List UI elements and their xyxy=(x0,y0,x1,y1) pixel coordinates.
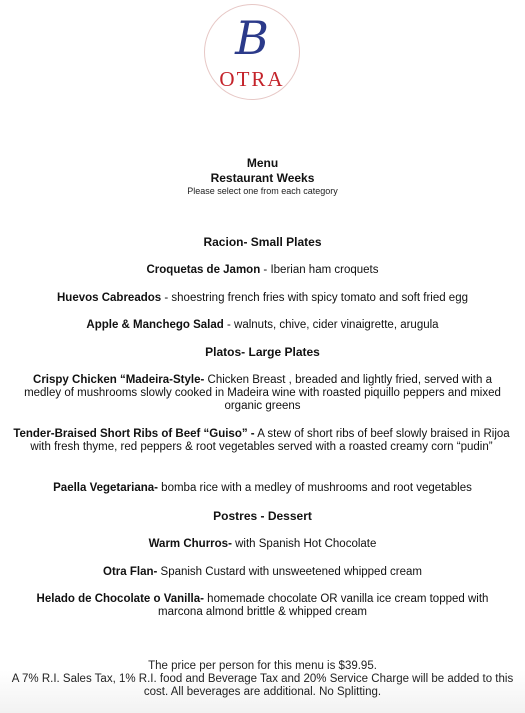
menu-item-description: A stew of short ribs of beef slowly braised in Rijoa with fresh thyme, red peppers & root vegetables served with a roasted creamy corn “pudin” xyxy=(30,428,510,453)
category-heading-dessert: Postres - Dessert xyxy=(213,509,312,523)
menu-item-name: Crispy Chicken “Madeira-Style- xyxy=(33,374,205,386)
menu-item xyxy=(10,428,513,454)
menu-item-description: with Spanish Hot Chocolate xyxy=(231,538,377,550)
menu-subtitle: Restaurant Weeks xyxy=(210,171,315,185)
menu-title: Menu xyxy=(246,156,279,170)
menu-item-name: Tender-Braised Short Ribs of Beef “Guiso” - xyxy=(13,428,255,440)
menu-item-description: Spanish Custard with unsweetened whipped cream xyxy=(157,566,422,578)
menu-item-name: Warm Churros- xyxy=(148,538,232,550)
menu-item-name: Otra Flan- xyxy=(103,566,158,578)
menu-item-name: Paella Vegetariana- xyxy=(53,482,158,494)
menu-item-description: Chicken Breast , breaded and lightly fried, served with a medley of mushrooms slowly cooked in Madeira wine with roasted piquillo peppers and mixed organic greens xyxy=(24,374,501,412)
category-heading-large-plates: Platos- Large Plates xyxy=(205,345,320,359)
menu-item xyxy=(8,292,517,305)
menu-item xyxy=(8,264,517,277)
menu-item-description: - walnuts, chive, cider vinaigrette, arugula xyxy=(223,319,439,331)
menu-item-name: Helado de Chocolate o Vanilla- xyxy=(36,593,204,605)
category-heading-small-plates: Racion- Small Plates xyxy=(203,235,322,249)
menu-item-name: Huevos Cabreados xyxy=(57,292,162,304)
menu-item xyxy=(8,319,517,332)
menu-item-description: bomba rice with a medley of mushrooms and root vegetables xyxy=(157,482,472,494)
menu-item-description: homemade chocolate OR vanilla ice cream topped with marcona almond brittle & whipped cream xyxy=(157,593,489,618)
logo-wordmark: OTRA xyxy=(219,67,285,91)
menu-item-description: - shoestring french fries with spicy tomato and soft fried egg xyxy=(161,292,468,304)
logo-initial: B xyxy=(235,11,269,65)
menu-item-name: Croquetas de Jamon xyxy=(146,264,261,276)
menu-instructions: Please select one from each category xyxy=(187,186,338,196)
menu-item-description: - Iberian ham croquets xyxy=(260,264,379,276)
menu-item xyxy=(8,482,517,495)
price-note: The price per person for this menu is $39.95. xyxy=(148,660,377,672)
restaurant-logo xyxy=(204,4,300,100)
menu-item xyxy=(8,566,517,579)
menu-item xyxy=(14,593,511,619)
menu-item-name: Apple & Manchego Salad xyxy=(86,319,224,331)
tax-note: A 7% R.I. Sales Tax, 1% R.I. food and Beverage Tax and 20% Service Charge will be added to this cost. All beverages are additional. No Splitting. xyxy=(11,673,514,698)
menu-item xyxy=(8,538,517,551)
menu-item xyxy=(14,374,511,413)
